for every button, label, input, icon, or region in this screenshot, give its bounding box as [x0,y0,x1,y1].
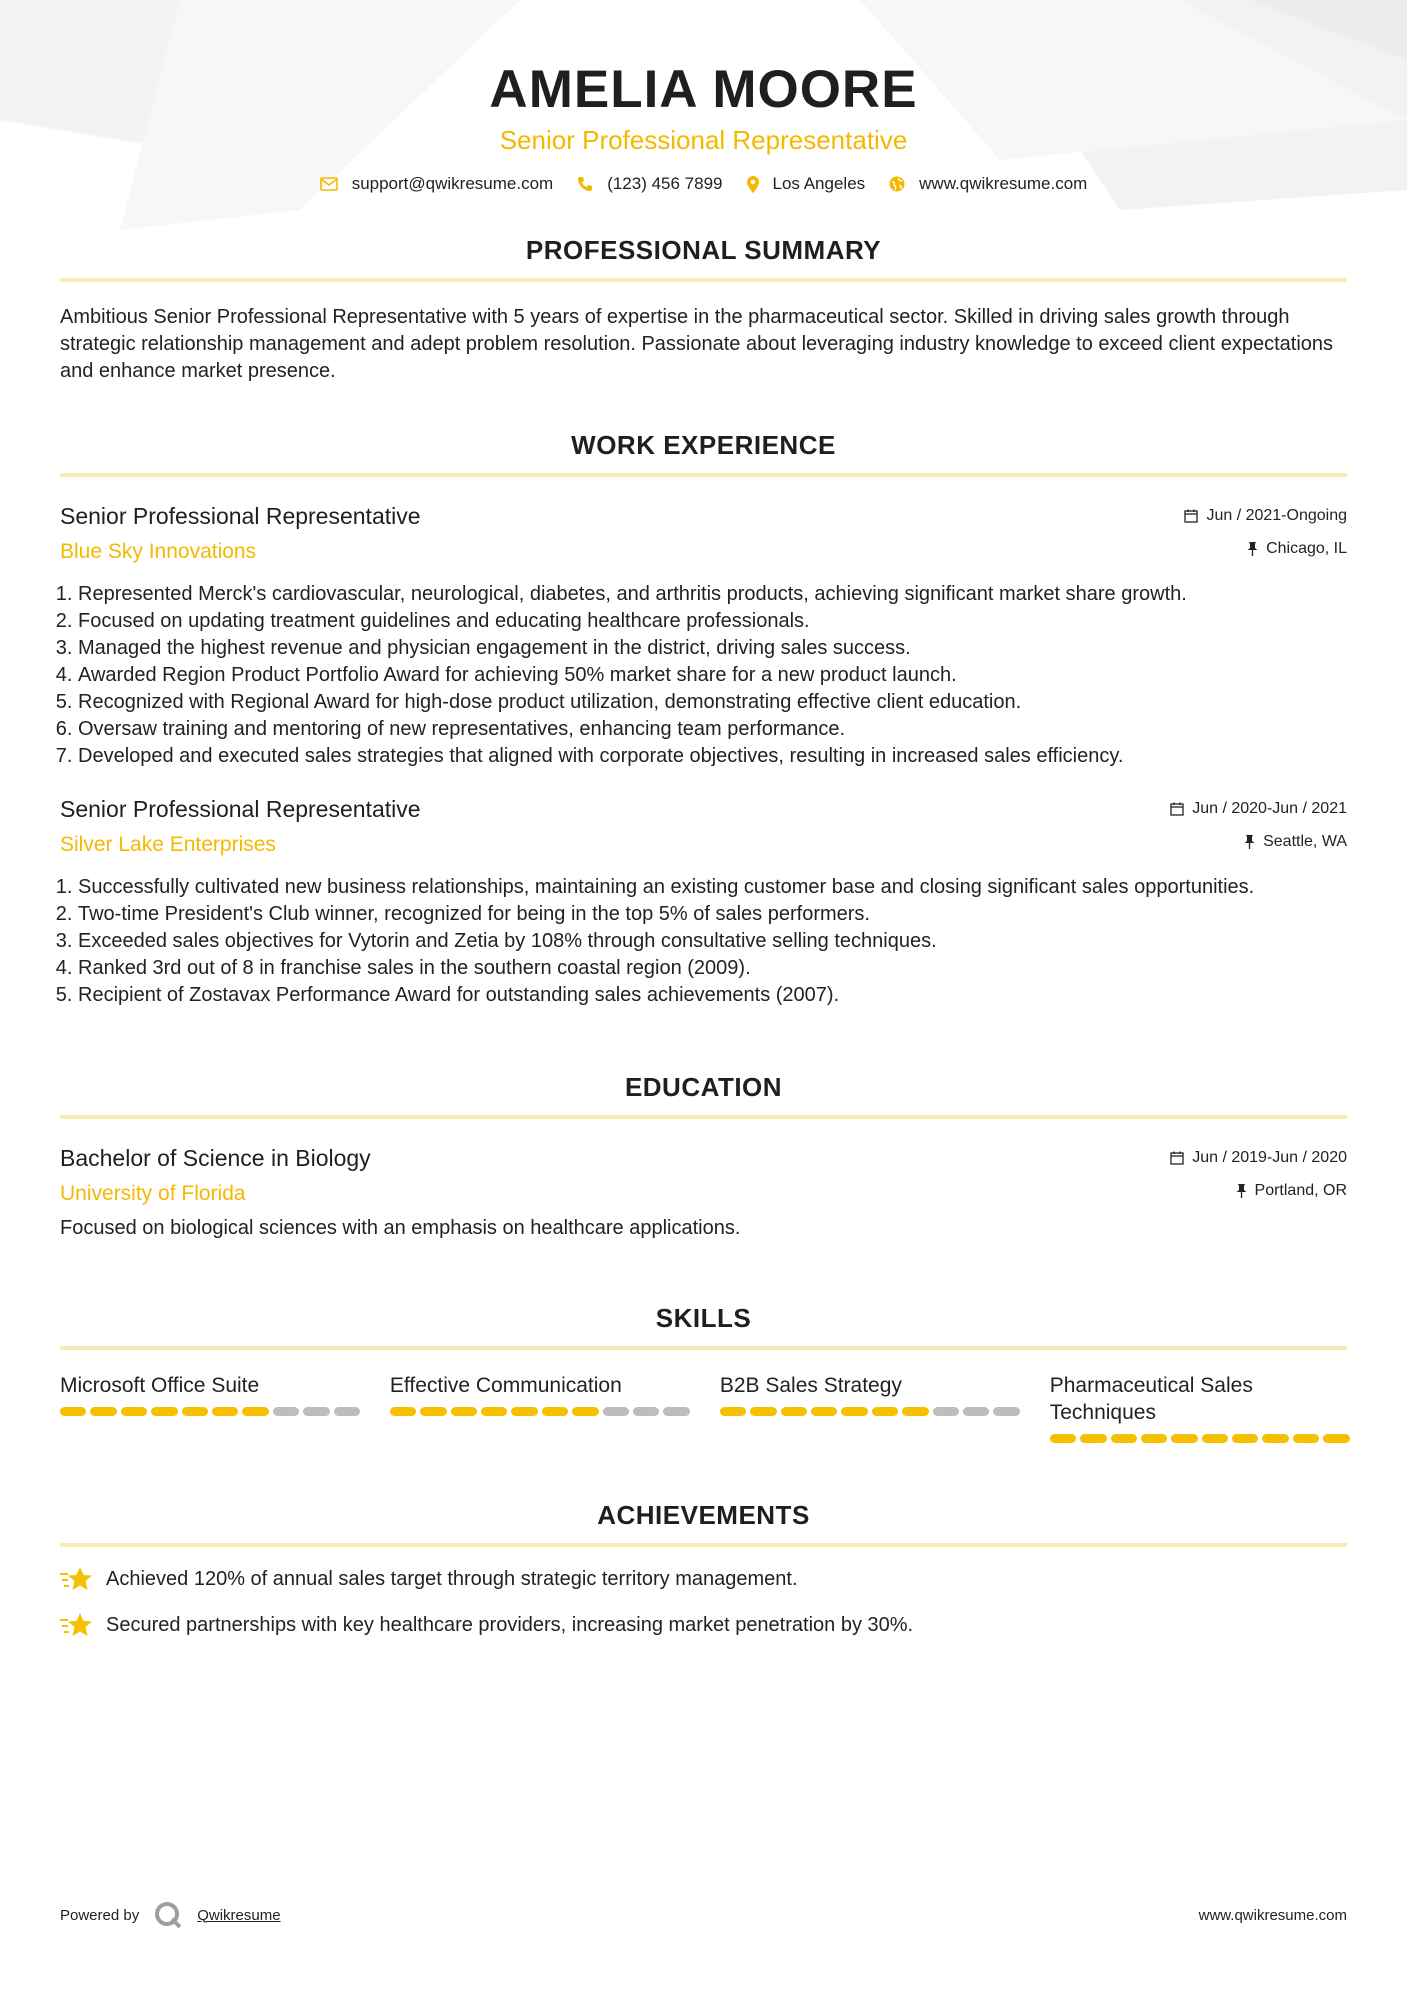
skill-segment [841,1407,867,1416]
degree-title: Bachelor of Science in Biology [60,1145,371,1171]
skill-segment [390,1407,416,1416]
skill-segment [750,1407,776,1416]
contact-phone[interactable] [577,174,722,194]
skill-level-bar [720,1407,1020,1416]
job-entry [60,794,1347,1009]
skill-segment [334,1407,360,1416]
contact-email-text: support@qwikresume.com [351,174,554,193]
skill-segment [963,1407,989,1416]
experience-section [60,429,1347,1009]
phone-icon [577,176,593,192]
experience-title: WORK EXPERIENCE [60,429,1347,477]
skill-segment [1111,1434,1137,1443]
calendar-icon [1170,802,1184,816]
skill-segment [1232,1434,1258,1443]
skill-segment [121,1407,147,1416]
globe-icon [889,176,905,192]
contact-website-text: www.qwikresume.com [919,174,1088,193]
skill-level-bar [1050,1434,1350,1443]
education-description: Focused on biological sciences with an emphasis on healthcare applications. [60,1217,741,1239]
list-item: 3. Managed the highest revenue and physician engagement in the district, driving sales success. [78,635,1347,662]
skill-item [60,1372,360,1443]
skills-section [60,1302,1347,1443]
candidate-name: AMELIA MOORE [489,60,918,119]
contact-location [747,174,866,194]
achievements-section [60,1499,1347,1639]
skill-segment [1141,1434,1167,1443]
job-bullets [60,581,1347,770]
job-location: Chicago, IL [1247,540,1347,558]
skill-segment [781,1407,807,1416]
pushpin-icon [1247,542,1258,556]
skill-segment [273,1407,299,1416]
achievement-item [60,1565,1347,1593]
list-item: 2. Two-time President's Club winner, recognized for being in the top 5% of sales performers. [78,901,1347,928]
skill-segment [1171,1434,1197,1443]
footer-website-link[interactable]: www.qwikresume.com [1198,1906,1347,1924]
education-entry [60,1143,1347,1242]
calendar-icon [1170,1151,1184,1165]
job-company: Blue Sky Innovations [60,540,257,563]
skill-item [720,1372,1020,1443]
skill-segment [451,1407,477,1416]
list-item: 2. Focused on updating treatment guidelines and educating healthcare professionals. [78,608,1347,635]
skill-segment [902,1407,928,1416]
skill-name: B2B Sales Strategy [719,1374,902,1397]
contact-email[interactable] [320,174,554,194]
skill-segment [60,1407,86,1416]
skill-name: Pharmaceutical Sales Techniques [1049,1374,1253,1424]
map-pin-icon [747,176,759,193]
envelope-icon [320,177,338,191]
skill-segment [420,1407,446,1416]
skills-list [60,1372,1347,1443]
list-item: 6. Oversaw training and mentoring of new representatives, enhancing team performance. [78,716,1347,743]
achievements-title: ACHIEVEMENTS [60,1499,1347,1547]
list-item: 5. Recipient of Zostavax Performance Award for outstanding sales achievements (2007). [78,982,1347,1009]
skill-level-bar [60,1407,360,1416]
pushpin-icon [1236,1184,1247,1198]
contact-location-text: Los Angeles [772,174,866,193]
skill-segment [1323,1434,1349,1443]
skill-segment [633,1407,659,1416]
skill-segment [572,1407,598,1416]
skill-name: Microsoft Office Suite [60,1374,260,1397]
qwikresume-logo-icon [153,1900,183,1930]
skill-item [390,1372,690,1443]
summary-section [60,234,1347,385]
skill-segment [212,1407,238,1416]
list-item: 1. Successfully cultivated new business relationships, maintaining an existing customer base and closing significant sales opportunities. [78,874,1347,901]
summary-title: PROFESSIONAL SUMMARY [60,234,1347,282]
skill-segment [720,1407,746,1416]
skill-level-bar [390,1407,690,1416]
summary-text: Ambitious Senior Professional Representative with 5 years of expertise in the pharmaceutical sector. Skilled in driving sales growth through strategic relationship management and adept problem resolution. Passionate about leveraging industry knowledge to exceed client expectations and enhance market presence. [60,306,1334,382]
calendar-icon [1184,509,1198,523]
list-item: 7. Developed and executed sales strategies that aligned with corporate objectives, resulting in increased sales efficiency. [78,743,1347,770]
skill-segment [811,1407,837,1416]
contact-bar [60,174,1347,194]
skill-segment [663,1407,689,1416]
skill-segment [90,1407,116,1416]
education-location: Portland, OR [1236,1182,1347,1200]
job-company: Silver Lake Enterprises [60,833,276,856]
powered-by-label: Powered by [60,1906,140,1924]
skill-segment [151,1407,177,1416]
job-bullets [60,874,1347,1009]
list-item: 5. Recognized with Regional Award for high-dose product utilization, demonstrating effective client education. [78,689,1347,716]
pushpin-icon [1244,835,1255,849]
list-item: 3. Exceeded sales objectives for Vytorin and Zetia by 108% through consultative selling techniques. [78,928,1347,955]
skill-segment [542,1407,568,1416]
job-date: Jun / 2020-Jun / 2021 [1170,800,1347,818]
school-name: University of Florida [60,1182,246,1205]
skill-segment [1202,1434,1228,1443]
skill-segment [242,1407,268,1416]
education-date: Jun / 2019-Jun / 2020 [1170,1149,1347,1167]
skill-name: Effective Communication [389,1374,622,1397]
list-item: 4. Awarded Region Product Portfolio Award for achieving 50% market share for a new product launch. [78,662,1347,689]
skill-segment [481,1407,507,1416]
skill-segment [1080,1434,1106,1443]
job-entry [60,501,1347,770]
skill-segment [933,1407,959,1416]
achievement-text: Secured partnerships with key healthcare providers, increasing market penetration by 30%. [106,1613,914,1636]
skill-segment [1050,1434,1076,1443]
page-footer [60,1900,1347,1930]
achievement-text: Achieved 120% of annual sales target through strategic territory management. [106,1567,798,1590]
skill-segment [872,1407,898,1416]
job-location: Seattle, WA [1244,833,1347,851]
education-section [60,1071,1347,1242]
skills-title: SKILLS [60,1302,1347,1350]
job-title: Senior Professional Representative [60,503,421,529]
star-icon [60,1611,92,1639]
candidate-role: Senior Professional Representative [499,125,908,155]
resume-header [60,0,1347,194]
list-item: 1. Represented Merck's cardiovascular, neurological, diabetes, and arthritis products, achieving significant market share growth. [78,581,1347,608]
skill-segment [511,1407,537,1416]
job-title: Senior Professional Representative [60,796,421,822]
job-date: Jun / 2021-Ongoing [1184,507,1347,525]
contact-website[interactable] [889,174,1087,194]
skill-segment [303,1407,329,1416]
skill-item [1050,1372,1350,1443]
skill-segment [993,1407,1019,1416]
achievement-item [60,1611,1347,1639]
star-icon [60,1565,92,1593]
education-title: EDUCATION [60,1071,1347,1119]
skill-segment [1262,1434,1288,1443]
skill-segment [603,1407,629,1416]
skill-segment [1293,1434,1319,1443]
brand-link[interactable]: Qwikresume [197,1906,281,1924]
skill-segment [182,1407,208,1416]
list-item: 4. Ranked 3rd out of 8 in franchise sales in the southern coastal region (2009). [78,955,1347,982]
contact-phone-text: (123) 456 7899 [607,174,723,193]
